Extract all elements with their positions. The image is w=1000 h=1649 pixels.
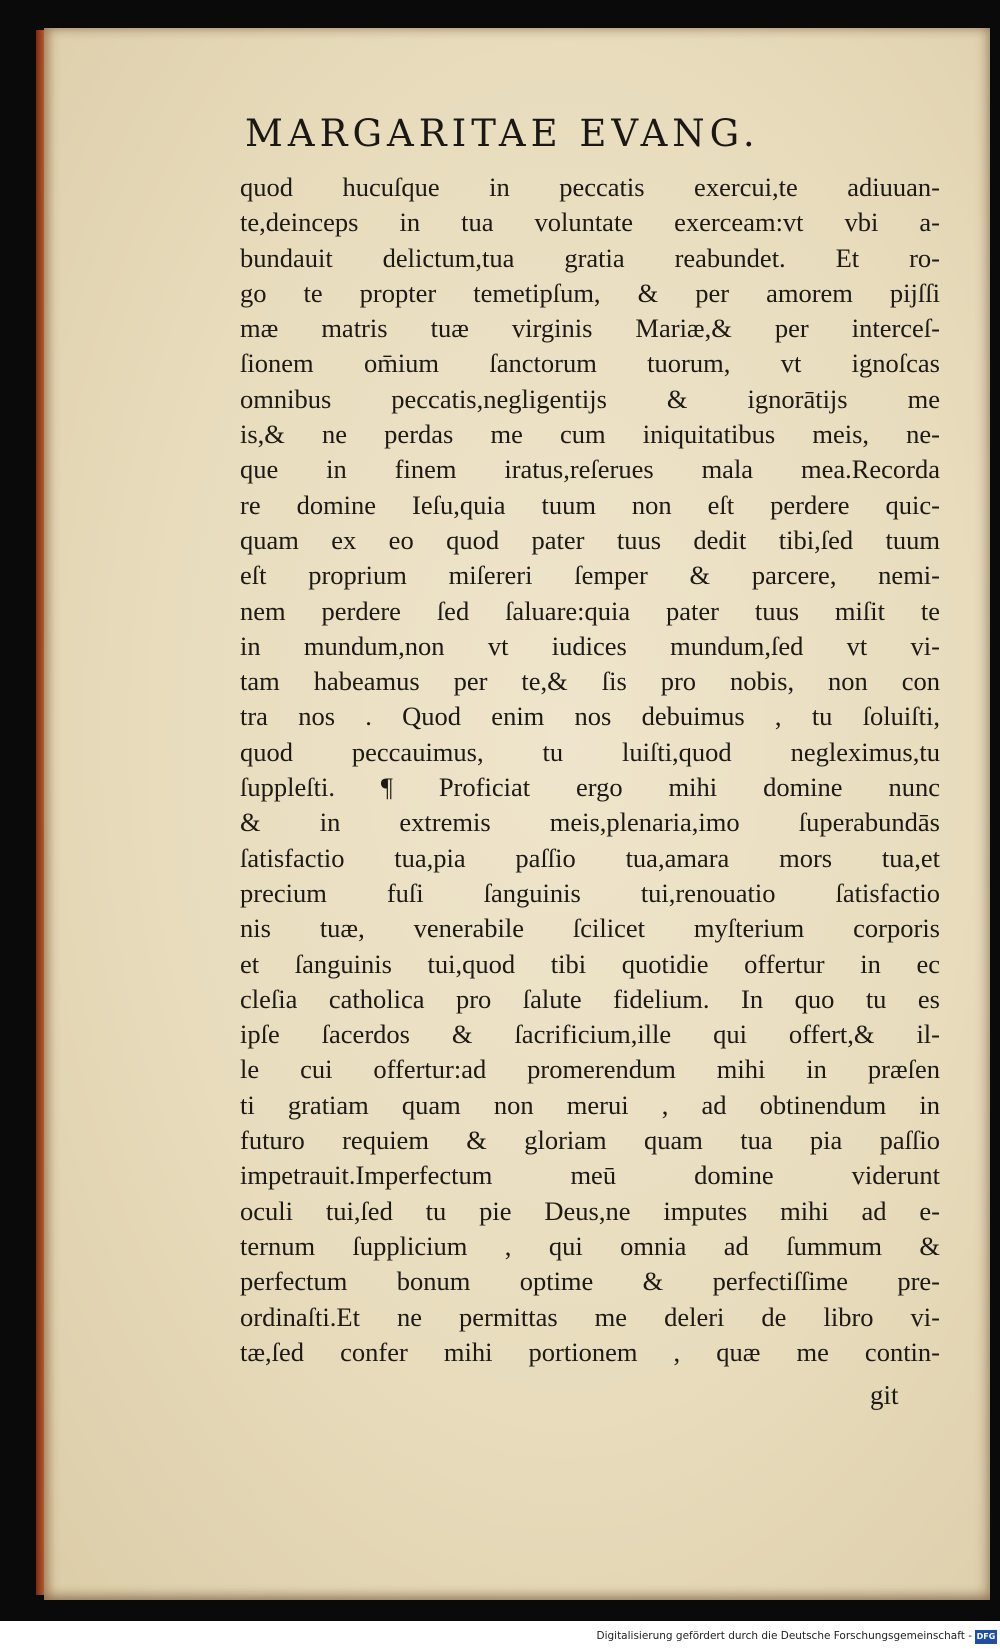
text-line: ſionem om̄ium ſanctorum tuorum, vt ignoſcas [240, 348, 940, 379]
text-line: quod peccauimus, tu luiſti,quod negleximus,tu [240, 736, 940, 767]
text-line: omnibus peccatis,negligentijs & ignorātijs me [240, 383, 940, 414]
footer-bar [0, 1621, 1000, 1649]
text-line: que in finem iratus,reſerues mala mea.Recorda [240, 454, 940, 485]
footer-credit: Digitalisierung gefördert durch die Deutsche Forschungsgemeinschaft - [596, 1630, 972, 1642]
text-line: precium fuſi ſanguinis tui,renouatio ſatisfactio [240, 877, 940, 908]
text-line: go te propter temetipſum, & per amorem pijſſi [240, 277, 940, 308]
dfg-logo-icon: DFG [975, 1630, 997, 1644]
text-line: quod hucuſque in peccatis exercui,te adiuuan- [240, 172, 940, 202]
text-line: is,& ne perdas me cum iniquitatibus meis, ne- [240, 419, 940, 450]
text-line: nis tuæ, venerabile ſcilicet myſterium corporis [240, 913, 940, 944]
text-line: re domine Ieſu,quia tuum non eſt perdere quic- [240, 489, 940, 520]
text-line: perfectum bonum optime & perfectiſſime pre- [240, 1266, 940, 1297]
text-line: nem perdere ſed ſaluare:quia pater tuus miſit te [240, 595, 940, 626]
text-line: eſt proprium miſereri ſemper & parcere, nemi- [240, 560, 940, 591]
text-line: tæ,ſed confer mihi portionem , quæ me contin- [240, 1336, 940, 1367]
text-line: impetrauit.Imperfectum meū domine viderunt [240, 1160, 940, 1191]
text-line: oculi tui,ſed tu pie Deus,ne imputes mihi ad e- [240, 1195, 940, 1226]
text-line: te,deinceps in tua voluntate exerceam:vt vbi a- [240, 207, 940, 238]
text-line: ipſe ſacerdos & ſacrificium,ille qui offert,& il- [240, 1019, 940, 1050]
text-line: ordinaſti.Et ne permittas me deleri de libro vi- [240, 1301, 940, 1332]
text-line: ſatisfactio tua,pia paſſio tua,amara mors tua,et [240, 842, 940, 873]
text-line: mæ matris tuæ virginis Mariæ,& per interceſ- [240, 313, 940, 344]
text-line: bundauit delictum,tua gratia reabundet. Et ro- [240, 242, 940, 273]
text-line: futuro requiem & gloriam quam tua pia paſſio [240, 1125, 940, 1156]
running-head: MARGARITAE EVANG. [245, 112, 760, 155]
text-line: in mundum,non vt iudices mundum,ſed vt vi- [240, 630, 940, 661]
text-line: & in extremis meis,plenaria,imo ſuperabundās [240, 807, 940, 838]
text-line: ſuppleſti. ¶ Proficiat ergo mihi domine nunc [240, 772, 940, 803]
text-line: quam ex eo quod pater tuus dedit tibi,ſed tuum [240, 524, 940, 555]
text-line: cleſia catholica pro ſalute fidelium. In quo tu es [240, 983, 940, 1014]
text-line: ti gratiam quam non merui , ad obtinendum in [240, 1089, 940, 1120]
text-line: et ſanguinis tui,quod tibi quotidie offertur in ec [240, 948, 940, 979]
text-block [240, 170, 940, 1370]
catchword: git [870, 1380, 899, 1410]
text-line: tra nos . Quod enim nos debuimus , tu ſoluiſti, [240, 701, 940, 732]
text-line: ternum ſupplicium , qui omnia ad ſummum & [240, 1230, 940, 1261]
text-line: le cui offertur:ad promerendum mihi in præſen [240, 1054, 940, 1085]
text-line: tam habeamus per te,& ſis pro nobis, non con [240, 666, 940, 697]
